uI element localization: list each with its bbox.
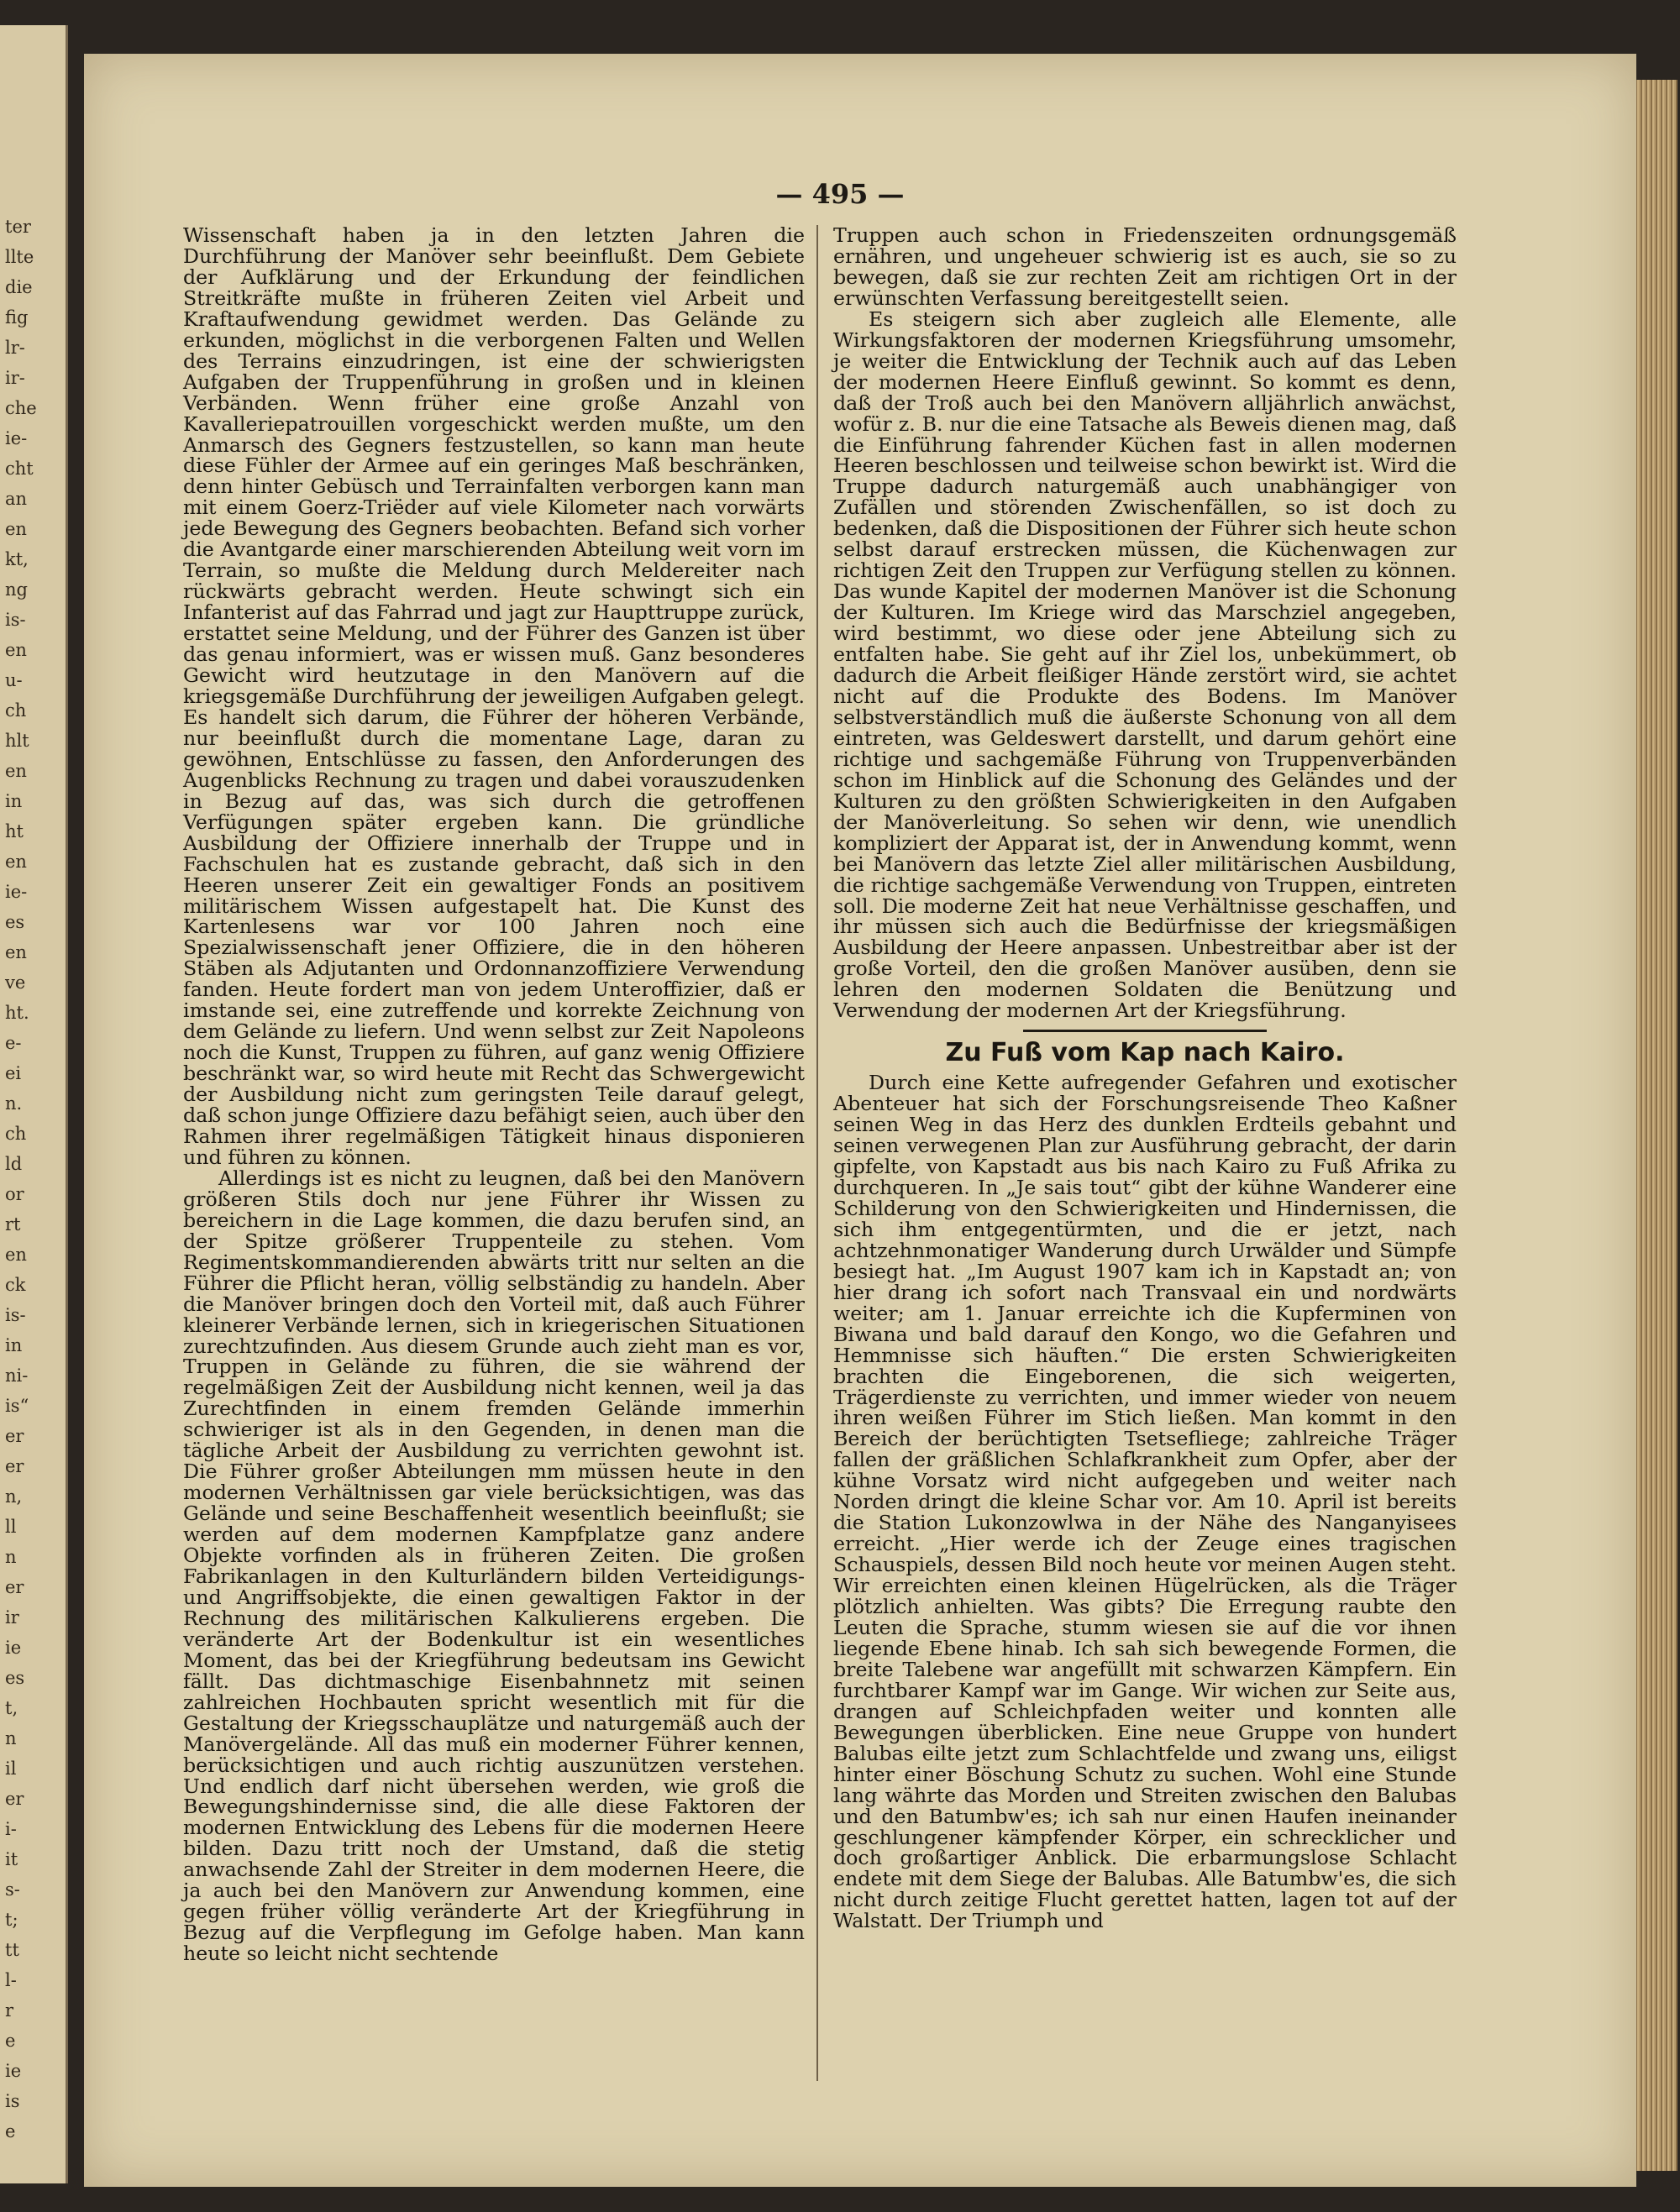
margin-fragment: es xyxy=(5,1668,25,1688)
margin-fragment: er xyxy=(5,1456,24,1476)
margin-fragment: n xyxy=(5,1728,17,1748)
margin-fragment: er xyxy=(5,1577,24,1597)
previous-page-edge xyxy=(0,25,68,2183)
book-page-stack xyxy=(1634,80,1677,2171)
margin-fragment: die xyxy=(5,277,33,297)
margin-fragment: ch xyxy=(5,700,27,721)
margin-fragment: ie- xyxy=(5,882,28,902)
margin-fragment: en xyxy=(5,852,27,872)
margin-fragment: ck xyxy=(5,1275,26,1295)
margin-fragment: is- xyxy=(5,1305,26,1325)
margin-fragment: t, xyxy=(5,1698,18,1718)
margin-fragment: ir xyxy=(5,1607,19,1628)
margin-fragment: er xyxy=(5,1789,24,1809)
margin-fragment: ie xyxy=(5,1638,22,1658)
margin-fragment: ie- xyxy=(5,428,28,448)
margin-fragment: it xyxy=(5,1849,18,1869)
margin-fragment: es xyxy=(5,912,25,932)
margin-fragment: hlt xyxy=(5,731,29,751)
margin-fragment: ht xyxy=(5,821,24,841)
margin-fragment: ter xyxy=(5,217,31,237)
margin-fragment: an xyxy=(5,489,28,509)
margin-fragment: en xyxy=(5,1245,27,1265)
margin-fragment: cht xyxy=(5,459,34,479)
margin-fragment: ir- xyxy=(5,368,25,388)
margin-fragment: ld xyxy=(5,1154,23,1174)
left-column xyxy=(183,225,805,1964)
margin-fragment: ht. xyxy=(5,1003,29,1023)
margin-fragment: or xyxy=(5,1184,24,1204)
page-number: — 495 — xyxy=(775,178,905,210)
margin-fragment: fig xyxy=(5,307,29,328)
margin-fragment: en xyxy=(5,942,27,962)
margin-fragment: kt, xyxy=(5,549,29,569)
margin-fragment: ie xyxy=(5,2061,22,2081)
margin-fragment: is xyxy=(5,2091,20,2111)
margin-fragment: che xyxy=(5,398,37,418)
column-rule xyxy=(816,225,818,2081)
margin-fragment: ve xyxy=(5,972,26,993)
article-divider xyxy=(1023,1030,1267,1032)
margin-fragment: in xyxy=(5,1335,23,1355)
right-column xyxy=(833,225,1457,1932)
paragraph: Truppen auch schon in Friedenszeiten ordnungsgemäß ernähren, und ungeheuer schwierig ist es auch, sie so zu bewegen, daß sie zur rechten Zeit am richtigen Ort in der erwünschten Verfassung bereitgestellt seien. xyxy=(833,223,1457,310)
margin-fragment: n. xyxy=(5,1093,23,1114)
paragraph: Es steigern sich aber zugleich alle Elemente, alle Wirkungsfaktoren der modernen Kriegsführung umsomehr, je weiter die Entwicklung der Technik auch auf das Leben der modernen Heere Einfluß gewinnt. So kommt es denn, daß der Troß auch bei den Manövern alljährlich anwächst, wofür z. B. nur die eine Tatsache als Beweis dienen mag, daß die Einführung fahrender Küchen fast in allen modernen Heeren beschlossen und teilweise schon bewirkt ist. Wird die Truppe dadurch naturgemäß auch unabhängiger von Zufällen und störenden Zwischenfällen, so ist doch zu bedenken, daß die Dispositionen der Führer sich heute schon selbst darauf erstrecken müssen, die Küchenwagen zur richtigen Zeit den Truppen zur Verfügung stellen zu können. Das wunde Kapitel der modernen Manöver ist die Schonung der Kulturen. Im Kriege wird das Marschziel angegeben, wird bestimmt, wo diese oder jene Abteilung sich zu entfalten habe. Sie geht auf ihr Ziel los, unbekümmert, ob dadurch die Arbeit fleißiger Hände zerstört wird, sie achtet nicht auf die Produkte des Bodens. Im Manöver selbstverständlich muß die äußerste Schonung von all dem eintreten, was Geldeswert darstellt, und darum gehört eine richtige und sachgemäße Führung von Truppenverbänden schon im Hinblick auf die Schonung des Geländes und der Kulturen zu den größten Schwierigkeiten in den Aufgaben der Manöverleitung. So sehen wir denn, wie unendlich kompliziert der Apparat ist, der in Anwendung kommt, wenn bei Manövern das letzte Ziel aller militärischen Ausbildung, die richtige sachgemäße Verwendung von Truppen, eintreten soll. Die moderne Zeit hat neue Verhältnisse geschaffen, und ihr müssen sich auch die Bedürfnisse der kriegsmäßigen Ausbildung der Heere anpassen. Unbestreitbar aber ist der große Vorteil, den die großen Manöver ausüben, denn sie lehren den modernen Soldaten die Benützung und Verwendung der modernen Art der Kriegsführung. xyxy=(833,307,1457,1023)
margin-fragment: rt xyxy=(5,1214,21,1234)
margin-fragment: en xyxy=(5,761,27,781)
margin-fragment: in xyxy=(5,791,23,811)
margin-fragment: ni- xyxy=(5,1365,29,1386)
margin-fragment: lr- xyxy=(5,338,25,358)
paragraph: Wissenschaft haben ja in den letzten Jahren die Durchführung der Manöver sehr beeinflußt. Dem Gebiete der Aufklärung und der Erkundung der feindlichen Streitkräfte mußte in früheren Zeiten viel Arbeit und Kraftaufwendung gewidmet werden. Das Gelände zu erkunden, möglichst in die verborgenen Falten und Wellen des Terrains einzudringen, ist eine der schwierigsten Aufgaben der Truppenführung in großen und in kleinen Verbänden. Wenn früher eine große Anzahl von Kavalleriepatrouillen vorgeschickt werden mußte, um den Anmarsch des Gegners festzustellen, so kann man heute diese Fühler der Armee auf ein geringes Maß beschränken, denn hinter Gebüsch und Terrainfalten verborgen kann man mit einem Goerz-Triëder auf viele Kilometer nach vorwärts jede Bewegung des Gegners beobachten. Befand sich vorher die Avantgarde einer marschierenden Abteilung weit vorn im Terrain, so mußte die Meldung durch Meldereiter nach rückwärts gebracht werden. Heute schwingt sich ein Infanterist auf das Fahrrad und jagt zur Haupttruppe zurück, erstattet seine Meldung, und der Führer des Ganzen ist über das genau informiert, was er wissen muß. Ganz besonderes Gewicht wird heutzutage in den Manövern auf die kriegsgemäße Durchführung der jeweiligen Aufgaben gelegt. Es handelt sich darum, die Führer der höheren Verbände, nur beeinflußt durch die momentane Lage, daran zu gewöhnen, Entschlüsse zu fassen, den Anforderungen des Augenblicks Rechnung zu tragen und dabei vorauszudenken in Bezug auf das, was sich durch die getroffenen Verfügungen später ergeben kann. Die gründliche Ausbildung der Offiziere innerhalb der Truppe und in Fachschulen hat es zustande gebracht, daß sich in den Heeren unserer Zeit ein gewaltiger Fonds an positivem militärischem Wissen aufgestapelt hat. Die Kunst des Kartenlesens war vor 100 Jahren noch eine Spezialwissenschaft jener Offiziere, die in den höheren Stäben als Adjutanten und Ordonnanzoffiziere Verwendung fanden. Heute fordert man von jedem Unteroffizier, daß er imstande sei, eine zutreffende und korrekte Zeichnung von dem Gelände zu liefern. Und wenn selbst zur Zeit Napoleons noch die Kunst, Truppen zu führen, auf ganz wenig Offiziere beschränkt war, so wird heute mit Recht das Schwergewicht der Ausbildung nicht zum geringsten Teile darauf gelegt, daß schon junge Offiziere dazu befähigt seien, auch über den Rahmen ihrer regelmäßigen Tätigkeit hinaus disponieren und führen zu können. xyxy=(183,223,805,1169)
margin-fragment: il xyxy=(5,1759,17,1779)
margin-fragment: en xyxy=(5,640,27,660)
margin-fragment: r xyxy=(5,2000,14,2021)
margin-fragment: en xyxy=(5,519,27,539)
margin-fragment: e xyxy=(5,2121,16,2141)
margin-fragment: ll xyxy=(5,1517,17,1537)
margin-fragment: llte xyxy=(5,247,34,267)
margin-fragment: e xyxy=(5,2031,16,2051)
margin-fragment: is- xyxy=(5,610,26,630)
margin-fragment: l- xyxy=(5,1970,17,1990)
margin-fragment: e- xyxy=(5,1033,22,1053)
margin-fragment: s- xyxy=(5,1879,20,1900)
margin-fragment: i- xyxy=(5,1819,17,1839)
margin-fragment: n xyxy=(5,1547,17,1567)
margin-fragment: is“ xyxy=(5,1396,29,1416)
paragraph: Allerdings ist es nicht zu leugnen, daß bei den Manövern größeren Stils doch nur jene Führer ihr Wissen zu bereichern in die Lage kommen, die dazu berufen sind, an der Spitze größerer Truppenteile zu stehen. Vom Regimentskommandierenden abwärts tritt nur selten an die Führer die Pflicht heran, völlig selbständig zu handeln. Aber die Manöver bringen doch den Vorteil mit, daß auch Führer kleinerer Verbände lernen, sich in kriegerischen Situationen zurechtzufinden. Aus diesem Grunde auch zieht man es vor, Truppen in Gelände zu führen, die sie während der regelmäßigen Zeit der Ausbildung nicht kennen, weil ja das Zurechtfinden in einem fremden Gelände immerhin schwieriger ist als in den Gegenden, in denen man die tägliche Arbeit der Ausbildung zu verrichten gewohnt ist. Die Führer großer Abteilungen mm müssen heute in den modernen Verhältnissen gar viele berücksichtigen, was das Gelände und seine Beschaffenheit wesentlich beeinflußt; sie werden auf dem modernen Kampfplatze ganz andere Objekte vorfinden als in früheren Zeiten. Die großen Fabrikanlagen in den Kulturländern bilden Verteidigungs- und Angriffsobjekte, die einen gewaltigen Faktor in der Rechnung des militärischen Kalkulierens ergeben. Die veränderte Art der Bodenkultur ist ein wesentliches Moment, das bei der Kriegführung bedeutsam ins Gewicht fällt. Das dichtmaschige Eisenbahnnetz mit seinen zahlreichen Hochbauten spricht wesentlich mit für die Gestaltung der Kriegsschauplätze und naturgemäß auch der Manövergelände. All das muß ein moderner Führer kennen, berücksichtigen und auch richtig auszunützen verstehen. Und endlich darf nicht übersehen werden, wie groß die Bewegungshindernisse sind, die alle diese Faktoren der modernen Entwicklung des Lebens für die modernen Heere bilden. Dazu tritt noch der Umstand, daß die stetig anwachsende Zahl der Streiter in dem modernen Heere, die ja auch bei den Manövern zur Anwendung kommen, eine gegen früher völlig veränderte Art der Kriegführung in Bezug auf die Verpflegung im Gefolge haben. Man kann heute so leicht nicht sechtende xyxy=(183,1166,805,1966)
margin-fragment: ng xyxy=(5,579,28,600)
margin-fragment: u- xyxy=(5,670,23,690)
margin-fragment: ch xyxy=(5,1124,27,1144)
paragraph: Durch eine Kette aufregender Gefahren und exotischer Abenteuer hat sich der Forschungsreisende Theo Kaßner seinen Weg in das Herz des dunklen Erdteils gebahnt und seinen verwegenen Plan zur Ausführung gebracht, der darin gipfelte, von Kapstadt aus bis nach Kairo zu Fuß Afrika zu durchqueren. In „Je sais tout“ gibt der kühne Wanderer eine Schilderung von den Schwierigkeiten und Hindernissen, die sich ihm entgegentürmten, und die er jetzt, nach achtzehnmonatiger Wanderung durch Urwälder und Sümpfe besiegt hat. „Im August 1907 kam ich in Kapstadt an; von hier drang ich sofort nach Transvaal ein und nordwärts weiter; am 1. Januar erreichte ich die Kupferminen von Biwana und bald darauf den Kongo, wo die Gefahren und Hemmnisse sich häuften.“ Die ersten Schwierigkeiten brachten die Eingeborenen, die sich weigerten, Trägerdienste zu verrichten, und immer wieder von neuem ihren weißen Führer im Stich ließen. Man kommt in den Bereich der berüchtigten Tsetsefliege; zahlreiche Träger fallen der gräßlichen Schlafkrankheit zum Opfer, aber der kühne Vorsatz wird nicht aufgegeben und weiter nach Norden dringt die kleine Schar vor. Am 10. April ist bereits die Station Lukonzowlwa in der Nähe des Nanganyisees erreicht. „Hier werde ich der Zeuge eines tragischen Schauspiels, dessen Bild noch heute vor meinen Augen steht. Wir erreichten einen kleinen Hügelrücken, als die Träger plötzlich anhielten. Was gibts? Die Erregung raubte den Leuten die Sprache, stumm wiesen sie auf die vor ihnen liegende Ebene hinab. Ich sah sich bewegende Formen, die breite Talebene war angefüllt mit schwarzen Kämpfern. Ein furchtbarer Kampf war im Gange. Wir wichen zur Seite aus, drangen auf Schleichpfaden weiter und konnten alle Bewegungen überblicken. Eine neue Gruppe von hundert Balubas eilte jetzt zum Schlachtfelde und zwang uns, eiligst hinter einer Böschung Schutz zu suchen. Wohl eine Stunde lang währte das Morden und Streiten zwischen den Balubas und den Batumbw'es; ich sah nur einen Haufen ineinander geschlungener kämpfender Körper, ein schrecklicher und doch großartiger Anblick. Die erbarmungslose Schlacht endete mit dem Siege der Balubas. Alle Batumbw'es, die sich nicht durch zeitige Flucht gerettet hatten, lagen tot auf der Walstatt. Der Triumph und xyxy=(833,1071,1457,1933)
margin-fragment: ei xyxy=(5,1063,22,1083)
margin-fragment: n, xyxy=(5,1486,23,1507)
margin-fragment: t; xyxy=(5,1910,18,1930)
margin-fragment: er xyxy=(5,1426,24,1446)
margin-fragment: tt xyxy=(5,1940,19,1960)
article-heading: Zu Fuß vom Kap nach Kairo. xyxy=(945,1038,1345,1068)
